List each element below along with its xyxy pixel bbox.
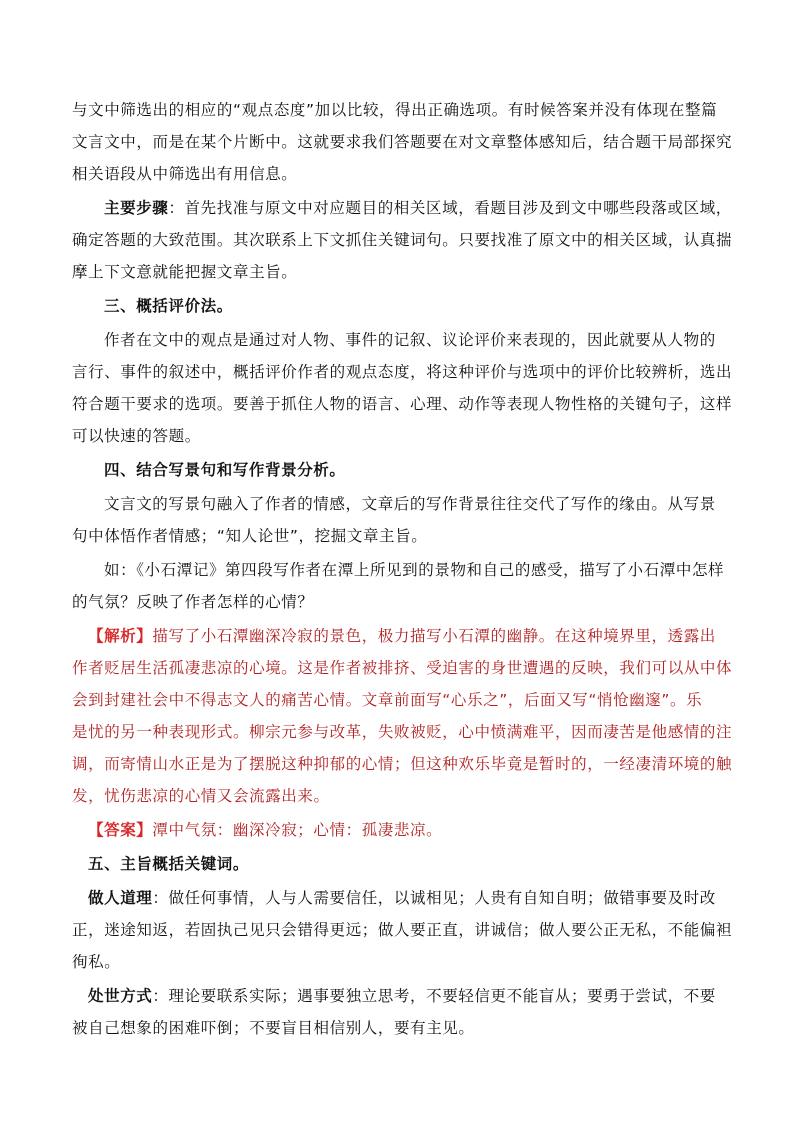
- conduct-line: 徇私。: [72, 953, 121, 971]
- answer-tag: 【答案】: [88, 821, 153, 839]
- section-heading-5: 五、主旨概括关键词。: [88, 855, 250, 873]
- paragraph-line: 作者在文中的观点是通过对人物、事件的记叙、议论评价来表现的，因此就要从人物的: [104, 331, 716, 349]
- steps-line: 确定答题的大致范围。其次联系上下文抓住关键词句。只要找准了原文中的相关区域，认真揣: [72, 231, 733, 249]
- world-line: 被自己想象的困难吓倒；不要盲目相信别人，要有主见。: [72, 1019, 475, 1037]
- paragraph-line: 文言文中，而是在某个片断中。这就要求我们答题要在对文章整体感知后，结合题干局部探究: [72, 133, 733, 151]
- steps-label: 主要步骤: [104, 199, 169, 217]
- answer-line: 【答案】潭中气氛：幽深冷寂；心情：孤凄悲凉。: [88, 821, 443, 839]
- analysis-line: 发，忧伤悲凉的心情又会流露出来。: [72, 787, 330, 805]
- paragraph-line: 与文中筛选出的相应的“观点态度”加以比较，得出正确选项。有时候答案并没有体现在整篇: [72, 101, 718, 119]
- conduct-line: 正，迷途知返，若固执己见只会错得更远；做人要正直，讲诚信；做人要公正无私，不能偏袒: [72, 921, 733, 939]
- section-heading-3: 三、概括评价法。: [104, 297, 233, 315]
- analysis-line: 【解析】描写了小石潭幽深冷寂的景色，极力描写小石潭的幽静。在这种境界里，透露出: [88, 627, 716, 645]
- analysis-line: 会到封建社会中不得志文人的痛苦心情。文章前面写“心乐之”，后面又写“悄怆幽邃”。乐: [72, 691, 703, 709]
- paragraph-line: 符合题干要求的选项。要善于抓住人物的语言、心理、动作等表现人物性格的关键句子，这样: [72, 395, 733, 413]
- paragraph-line: 可以快速的答题。: [72, 427, 201, 445]
- section-heading-4: 四、结合写景句和写作背景分析。: [104, 461, 346, 479]
- conduct-label: 做人道理: [88, 889, 153, 907]
- paragraph-line: 相关语段从中筛选出有用信息。: [72, 165, 298, 183]
- analysis-line: 作者贬居生活孤凄悲凉的心境。这是作者被排挤、受迫害的身世遭遇的反映，我们可以从中体: [72, 659, 733, 677]
- paragraph-line: 句中体悟作者情感；“知人论世”，挖掘文章主旨。: [72, 527, 428, 545]
- example-question-line: 如：《小石潭记》第四段写作者在潭上所见到的景物和自己的感受，描写了小石潭中怎样: [104, 561, 725, 579]
- analysis-line: 是忧的另一种表现形式。柳宗元参与改革，失败被贬，心中愤满难平，因而凄苦是他感情的注: [72, 723, 733, 741]
- steps-line: 摩上下文意就能把握文章主旨。: [72, 263, 298, 281]
- analysis-tag: 【解析】: [88, 627, 153, 645]
- example-question-line: 的气氛？反映了作者怎样的心情？: [72, 593, 314, 611]
- conduct-line: 做人道理：做任何事情，人与人需要信任，以诚相见；人贵有自知自明；做错事要及时改: [88, 889, 716, 907]
- analysis-line: 调，而寄情山水正是为了摆脱这种抑郁的心情；但这种欢乐毕竟是暂时的，一经凄清环境的触: [72, 755, 733, 773]
- paragraph-line: 文言文的写景句融入了作者的情感，文章后的写作背景往往交代了写作的缘由。从写景: [104, 495, 716, 513]
- world-label: 处世方式: [88, 987, 153, 1005]
- steps-line: 主要步骤：首先找准与原文中对应题目的相关区域，看题目涉及到文中哪些段落或区域，: [104, 199, 732, 217]
- paragraph-line: 言行、事件的叙述中，概括评价作者的观点态度，将这种评价与选项中的评价比较辨析，选出: [72, 363, 733, 381]
- world-line: 处世方式：理论要联系实际；遇事要独立思考，不要轻信更不能盲从；要勇于尝试，不要: [88, 987, 716, 1005]
